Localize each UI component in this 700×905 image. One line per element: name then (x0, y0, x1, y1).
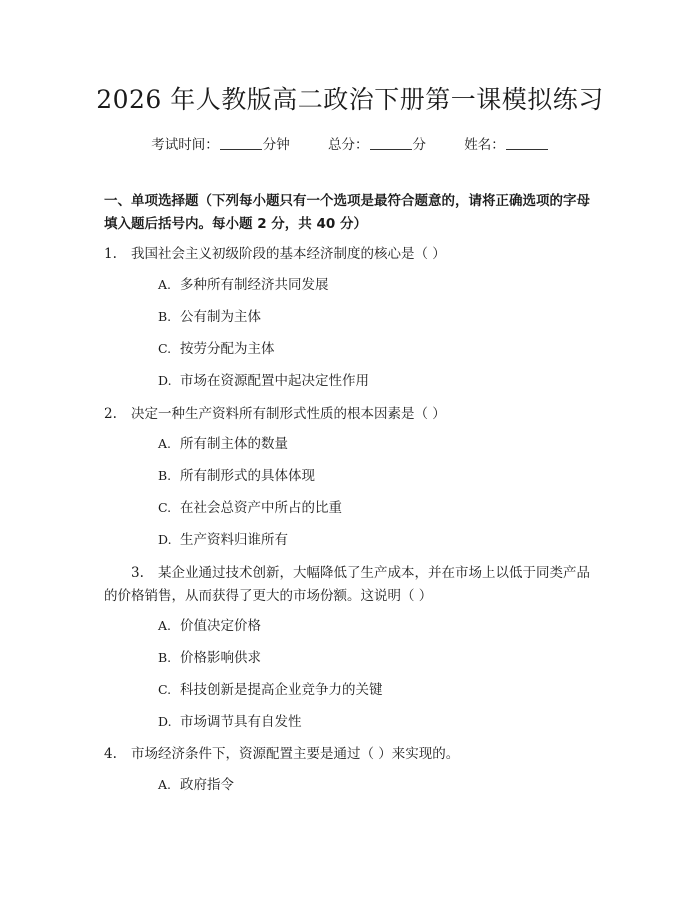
option-letter: A. (158, 777, 172, 792)
option-1b[interactable] (158, 307, 261, 327)
option-text: 政府指令 (180, 777, 234, 793)
option-letter: B. (158, 650, 172, 665)
option-letter: A. (158, 277, 172, 292)
option-letter: A. (158, 618, 172, 633)
total-score (328, 137, 426, 153)
option-letter: C. (158, 500, 172, 515)
option-3a[interactable] (158, 616, 261, 636)
option-text: 按劳分配为主体 (180, 341, 275, 357)
student-name-label: 姓名： (464, 137, 505, 153)
total-score-blank[interactable] (370, 137, 412, 150)
option-3c[interactable] (158, 680, 383, 700)
exam-time-label: 考试时间： (151, 137, 219, 153)
exam-time-blank[interactable] (220, 137, 262, 150)
question-stem: 我国社会主义初级阶段的基本经济制度的核心是（ ） (131, 246, 446, 262)
option-3b[interactable] (158, 648, 261, 668)
option-text: 市场在资源配置中起决定性作用 (180, 373, 369, 389)
question-stem: 决定一种生产资料所有制形式性质的根本因素是（ ） (131, 406, 446, 422)
exam-time (151, 137, 290, 153)
option-letter: B. (158, 309, 172, 324)
option-letter: A. (158, 436, 172, 451)
question-number: 2. (104, 406, 117, 422)
question-number: 1. (104, 246, 117, 262)
option-1c[interactable] (158, 339, 275, 359)
question-1 (104, 243, 594, 266)
option-letter: D. (158, 714, 172, 729)
option-letter: C. (158, 682, 172, 697)
option-text: 价值决定价格 (180, 618, 261, 634)
option-2d[interactable] (158, 530, 288, 550)
option-2c[interactable] (158, 498, 342, 518)
total-score-label: 总分： (328, 137, 369, 153)
option-letter: C. (158, 341, 172, 356)
student-name-blank[interactable] (506, 137, 548, 150)
exam-info-line (0, 133, 700, 153)
option-text: 市场调节具有自发性 (180, 714, 302, 730)
option-text: 科技创新是提高企业竞争力的关键 (180, 682, 383, 698)
question-2 (104, 403, 594, 426)
option-text: 在社会总资产中所占的比重 (180, 500, 342, 516)
option-letter: D. (158, 532, 172, 547)
option-2a[interactable] (158, 434, 288, 454)
option-text: 所有制主体的数量 (180, 436, 288, 452)
option-2b[interactable] (158, 466, 315, 486)
option-text: 多种所有制经济共同发展 (180, 277, 329, 293)
option-text: 公有制为主体 (180, 309, 261, 325)
option-3d[interactable] (158, 712, 302, 732)
page-title: 2026 年人教版高二政治下册第一课模拟练习 (96, 85, 604, 114)
option-1a[interactable] (158, 275, 329, 295)
question-stem: 市场经济条件下，资源配置主要是通过（ ）来实现的。 (131, 746, 460, 762)
total-score-unit: 分 (412, 137, 426, 153)
option-text: 所有制形式的具体体现 (180, 468, 315, 484)
question-stem: 某企业通过技术创新，大幅降低了生产成本，并在市场上以低于同类产品的价格销售，从而获得了更大的市场份额。这说明（ ） (104, 565, 590, 604)
section-heading: 一、单项选择题（下列每小题只有一个选项是最符合题意的，请将正确选项的字母填入题后括号内。每小题 2 分，共 40 分） (104, 193, 590, 232)
option-text: 价格影响供求 (180, 650, 261, 666)
option-letter: D. (158, 373, 172, 388)
question-number: 4. (104, 746, 117, 762)
question-3 (104, 562, 594, 608)
option-text: 生产资料归谁所有 (180, 532, 288, 548)
option-4a[interactable] (158, 775, 234, 795)
option-1d[interactable] (158, 371, 369, 391)
student-name (464, 137, 549, 153)
exam-time-unit: 分钟 (262, 137, 290, 153)
question-number: 3. (131, 565, 144, 581)
question-4 (104, 743, 594, 766)
option-letter: B. (158, 468, 172, 483)
